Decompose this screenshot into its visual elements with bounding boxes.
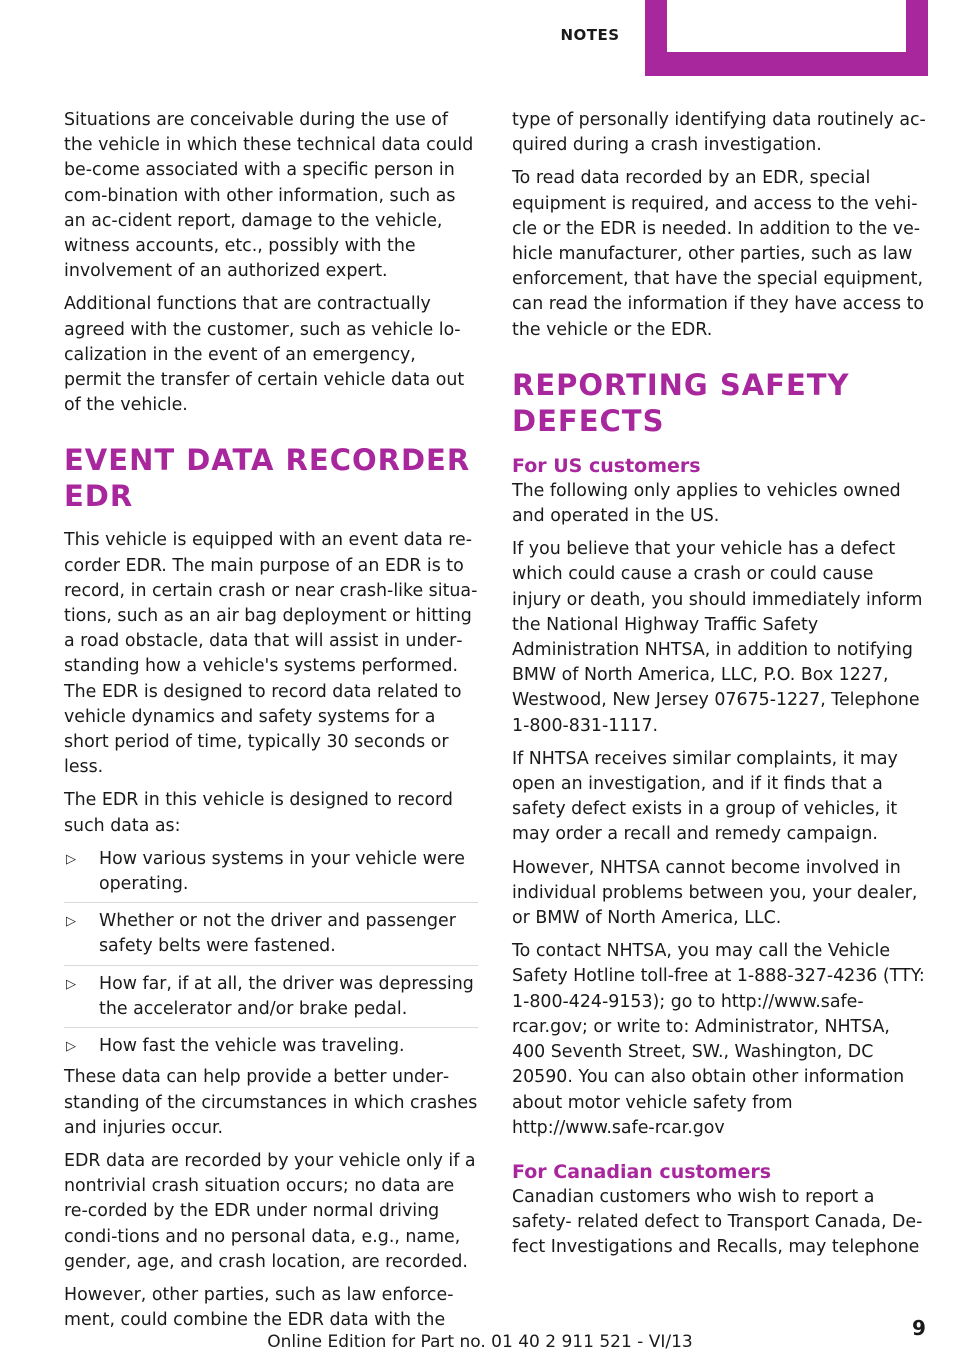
canadian-customers-heading: For Canadian customers xyxy=(512,1160,772,1183)
reporting-heading: REPORTING SAFETY DEFECTS xyxy=(512,367,850,438)
us-paragraph-3: If NHTSA receives similar complaints, it may open an investigation, and if it finds that a safety defect exists in a group of vehicles, it may order a recall and remedy campaign. xyxy=(512,748,898,845)
edr-paragraph-4: EDR data are recorded by your vehicle only if a nontrivial crash situation occurs; no data are re‐corded by the EDR under normal driving condi‐tions and no personal data, e.g., name, gender, age, and crash location, are recorded. xyxy=(64,1150,476,1272)
left-column xyxy=(64,108,478,1341)
right-column xyxy=(512,108,926,1269)
edr-paragraph-1: This vehicle is equipped with an event data re‐corder EDR. The main purpose of an EDR is to record, in certain crash or near crash-like situa‐tions, such as an air bag deployment or hitting a road obstacle, data that will assist in under‐standing how a vehicle's systems performed. The EDR is designed to record data related to vehicle dynamics and safety systems for a short period of time, typically 30 seconds or less. xyxy=(64,530,478,778)
intro-paragraph-2: Additional functions that are contractually agreed with the customer, such as vehicle lo‐calization in the event of an emergency, permit the transfer of certain vehicle data out of the vehicle. xyxy=(64,294,465,416)
edr-data-list xyxy=(64,847,478,1059)
continued-paragraph-1: type of personally identifying data routinely ac‐quired during a crash investigation. xyxy=(512,110,926,156)
continued-paragraph-2: To read data recorded by an EDR, special equipment is required, and access to the vehi‐cle or the EDR is needed. In addition to the ve‐hicle manufacturer, other parties, such as law enforcement, that have the special equipment, can read the information if they have access to the vehicle or the EDR. xyxy=(512,168,925,340)
footer-edition-text: Online Edition for Part no. 01 40 2 911 521 - VI/13 xyxy=(267,1332,693,1352)
edr-paragraph-2: The EDR in this vehicle is designed to record such data as: xyxy=(64,790,453,836)
edr-paragraph-5: However, other parties, such as law enforce‐ment, could combine the EDR data with the xyxy=(64,1284,454,1331)
list-item xyxy=(64,909,478,965)
list-item-text: How various systems in your vehicle were operating. xyxy=(99,848,465,895)
bullet-triangle-icon: ▷ xyxy=(66,976,76,992)
list-item xyxy=(64,1034,478,1059)
bullet-triangle-icon: ▷ xyxy=(66,914,76,930)
list-item-text: How fast the vehicle was traveling. xyxy=(99,1036,405,1057)
page-number: 9 xyxy=(912,1316,926,1340)
list-item-text: Whether or not the driver and passenger safety belts were fastened. xyxy=(99,911,456,957)
list-item xyxy=(64,972,478,1028)
bullet-triangle-icon: ▷ xyxy=(66,1039,76,1055)
intro-paragraph-1: Situations are conceivable during the use of the vehicle in which these technical data could be‐come associated with a specific person in com‐bination with other information, such as an ac‐cident report, damage to the vehicle, witness accounts, etc., possibly with the involvement of an authorized expert. xyxy=(64,110,474,282)
us-customers-heading: For US customers xyxy=(512,454,701,477)
us-paragraph-2: If you believe that your vehicle has a defect which could cause a crash or could cause injury or death, you should immediately inform the National Highway Traffic Safety Administration NHTSA, in addition to notifying BMW of North America, LLC, P.O. Box 1227, Westwood, New Jersey 07675-1227, Telephone 1-800-831-1117. xyxy=(512,539,923,736)
us-paragraph-4: However, NHTSA cannot become involved in individual problems between you, your dealer, or BMW of North America, LLC. xyxy=(512,857,918,929)
header-accent-box xyxy=(645,0,928,76)
header-section-label: NOTES xyxy=(560,26,620,44)
edr-heading: EVENT DATA RECORDER EDR xyxy=(64,443,471,514)
list-item-text: How far, if at all, the driver was depressing the accelerator and/or brake pedal. xyxy=(99,973,474,1019)
header-accent-box-inner xyxy=(667,0,906,52)
bullet-triangle-icon: ▷ xyxy=(66,851,76,867)
us-paragraph-5: To contact NHTSA, you may call the Vehicle Safety Hotline toll-free at 1-888-327-4236 (TTY: 1-800-424-9153); go to http://www.safe‐rcar.gov; or write to: Administrator, NHTSA, 400 Seventh Street, SW., Washington, DC 20590. You can also obtain other information about motor vehicle safety from http://www.safe‐rcar.gov xyxy=(512,941,925,1138)
list-item xyxy=(64,847,478,903)
edr-paragraph-3: These data can help provide a better under‐standing of the circumstances in which crashes and injuries occur. xyxy=(64,1067,478,1138)
us-paragraph-1: The following only applies to vehicles owned and operated in the US. xyxy=(512,480,901,527)
canadian-paragraph-1: Canadian customers who wish to report a safety- related defect to Transport Canada, De‐fect Investigations and Recalls, may telephone xyxy=(512,1186,923,1258)
